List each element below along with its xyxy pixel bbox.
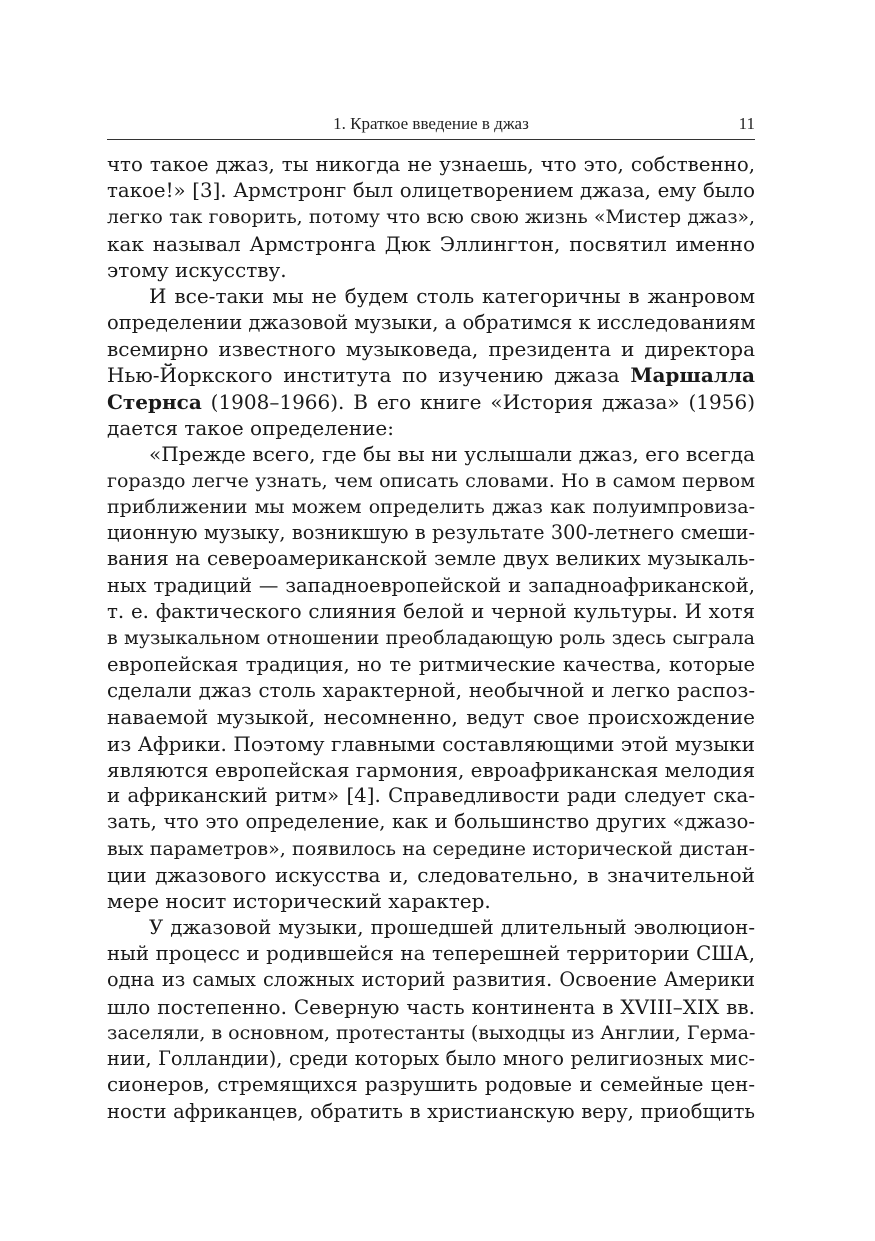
header-rule <box>107 139 755 140</box>
text-line: в музыкальном отношении преобладающую роль здесь сыграла <box>107 627 755 650</box>
text-line: шло постепенно. Северную часть континента в XVIII–XIX вв. <box>107 994 755 1019</box>
body-text <box>107 152 755 1125</box>
text-line: являются европейская гармония, евроафриканская мелодия <box>107 757 756 782</box>
text-line: ционную музыку, возникшую в результате 300-летнего смеши- <box>107 521 755 545</box>
text-line: сионеров, стремящихся разрушить родовые и семейные цен- <box>107 1073 755 1097</box>
running-header <box>107 114 755 138</box>
text-line: из Африки. Поэтому главными составляющими этой музыки <box>107 731 755 756</box>
text-line: наваемой музыкой, несомненно, ведут свое происхождение <box>107 705 755 730</box>
text-segment: Нью-Йоркского института по изучению джаза <box>107 363 620 388</box>
text-line: ности африканцев, обратить в христианскую веру, приобщить <box>107 1099 755 1123</box>
text-line: легко так говорить, потому что всю свою жизнь «Мистер джаз», <box>107 206 755 228</box>
text-line: ных традиций — западноевропейской и западноафриканской, <box>107 573 755 597</box>
text-line <box>107 389 755 415</box>
text-line: всемирно известного музыковеда, президента и директора <box>107 337 755 362</box>
text-line: определении джазовой музыки, а обратимся к исследованиям <box>107 310 756 334</box>
bold-name: Стернса <box>107 389 202 414</box>
text-line: И все-таки мы не будем столь категоричны в жанровом <box>149 284 755 309</box>
page-number: 11 <box>738 114 755 133</box>
bold-name: Маршалла <box>630 363 756 388</box>
text-line: зать, что это определение, как и большинство других «джазо- <box>107 810 755 834</box>
text-line: европейская традиция, но те ритмические качества, которые <box>107 652 755 676</box>
text-line: У джазовой музыки, прошедшей длительный эволюцион- <box>149 915 755 939</box>
text-line: т. е. фактического слияния белой и черной культуры. И хотя <box>107 600 755 624</box>
text-line: вания на североамериканской земле двух великих музыкаль- <box>107 547 755 571</box>
text-line: нии, Голландии), среди которых было много религиозных мис- <box>107 1047 755 1071</box>
text-line: мере носит исторический характер. <box>107 889 491 914</box>
text-line: гораздо легче узнать, чем описать словами. Но в самом первом <box>107 469 755 492</box>
chapter-title: 1. Краткое введение в джаз <box>333 114 529 133</box>
text-line: приближении мы можем определить джаз как полуимпровиза- <box>107 495 755 518</box>
text-line: ный процесс и родившейся на теперешней территории США, <box>107 941 755 965</box>
text-line: заселяли, в основном, протестанты (выходцы из Англии, Герма- <box>107 1021 756 1044</box>
text-line: и африканский ритм» [4]. Справедливости ради следует ска- <box>107 784 755 808</box>
text-line <box>107 362 755 388</box>
text-line: дается такое определение: <box>107 415 394 440</box>
text-line: одна из самых сложных историй развития. Освоение Америки <box>107 968 755 992</box>
text-segment: (1908–1966). В его книге «История джаза» (1956) <box>210 389 756 414</box>
text-line: ции джазового искусства и, следовательно, в значительной <box>107 863 755 888</box>
text-line: этому искусству. <box>107 258 287 283</box>
text-line: «Прежде всего, где бы вы ни услышали джаз, его всегда <box>149 442 755 467</box>
text-line: такое!» [3]. Армстронг был олицетворением джаза, ему было <box>107 179 755 203</box>
text-line: сделали джаз столь характерной, необычной и легко распоз- <box>107 678 755 702</box>
text-line: что такое джаз, ты никогда не узнаешь, что это, собственно, <box>107 153 755 176</box>
text-line: как называл Армстронга Дюк Эллингтон, посвятил именно <box>107 231 755 256</box>
text-line: вых параметров», появилось на середине исторической дистан- <box>107 837 755 860</box>
